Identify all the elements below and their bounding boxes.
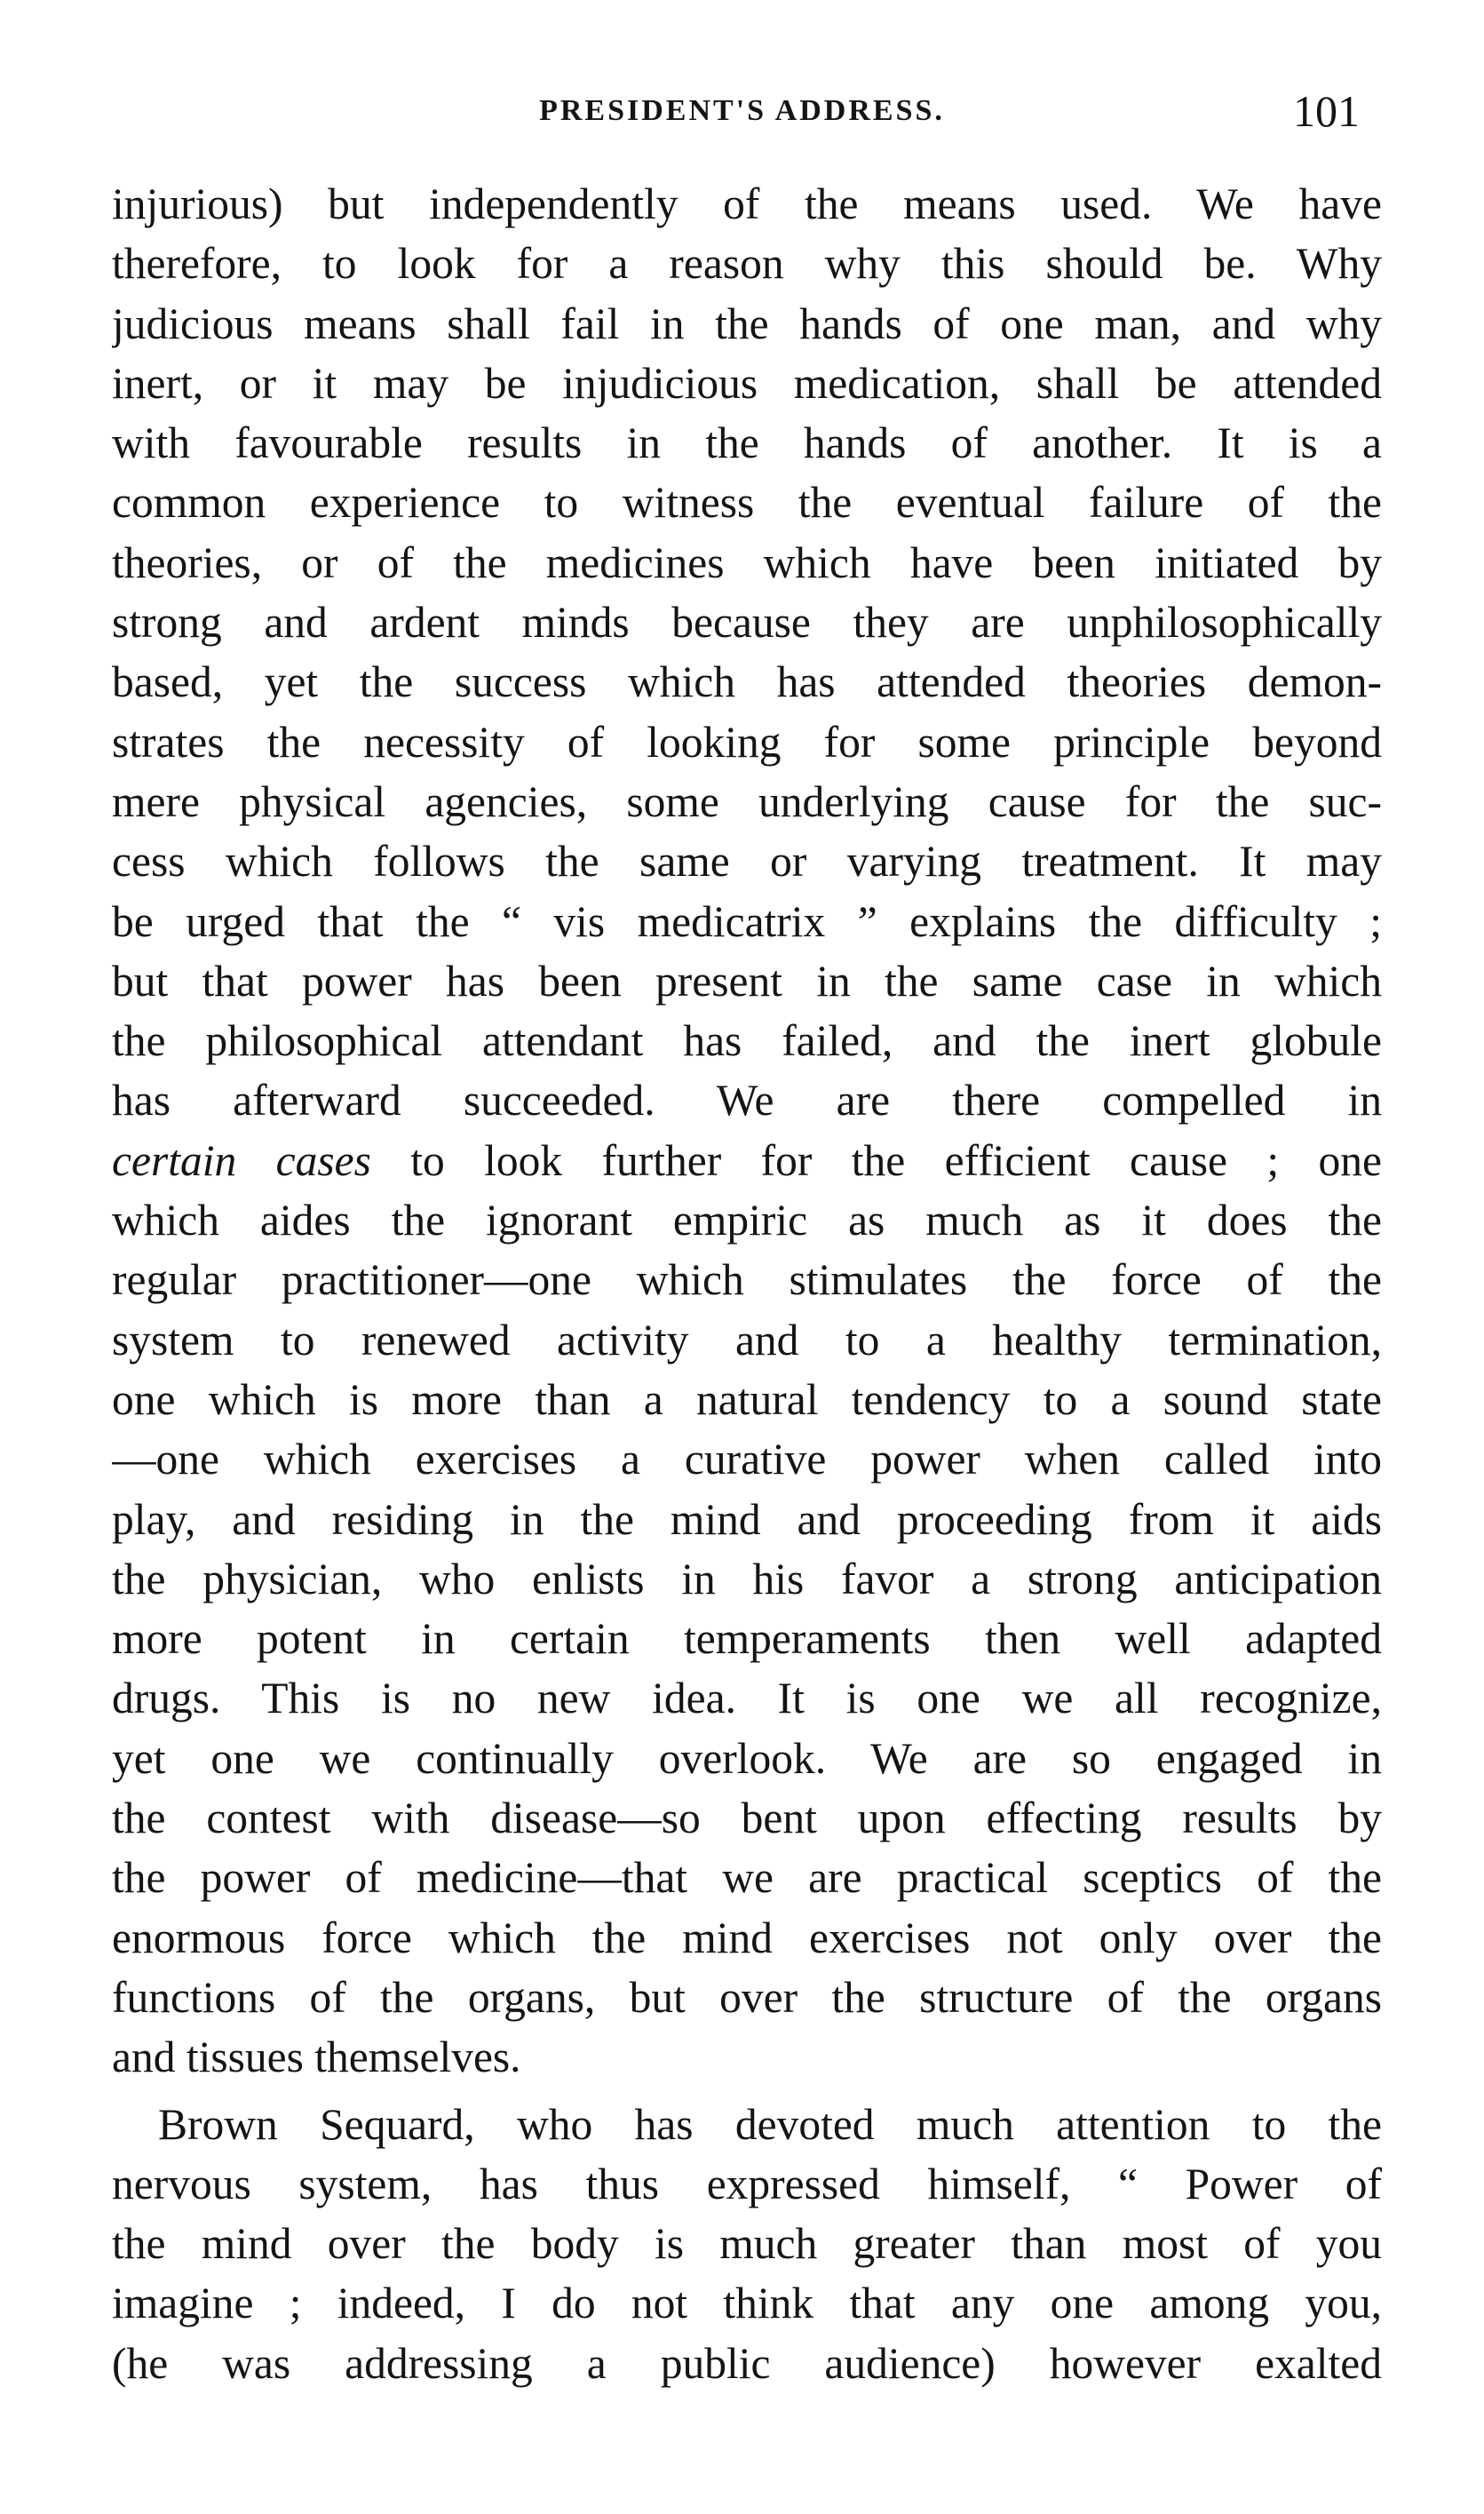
text-line: be urged that the “ vis medicatrix ” explains the difficulty ; — [112, 896, 1382, 946]
text-line: enormous force which the mind exercises not only over the — [112, 1913, 1382, 1962]
paragraph-gap — [112, 2088, 1382, 2095]
text-line: common experience to witness the eventual failure of the — [112, 478, 1382, 528]
text-line: inert, or it may be injudicious medication, shall be attended — [112, 358, 1382, 408]
text-line: therefore, to look for a reason why this should be. Why — [112, 239, 1382, 289]
text-line: (he was addressing a public audience) however exalted — [112, 2338, 1382, 2388]
text-line: system to renewed activity and to a healthy termination, — [112, 1315, 1382, 1364]
text-line: the mind over the body is much greater than most of you — [112, 2219, 1382, 2269]
text-line: one which is more than a natural tendency to a sound state — [112, 1374, 1382, 1424]
text-line: strong and ardent minds because they are unphilosophically — [112, 598, 1382, 648]
text-line: yet one we continually overlook. We are so engaged in — [112, 1733, 1382, 1783]
paragraph-2 — [112, 2095, 1382, 2393]
body-text — [112, 174, 1382, 2393]
text-line: regular practitioner—one which stimulates the force of the — [112, 1255, 1382, 1305]
text-line: the physician, who enlists in his favor a strong anticipation — [112, 1554, 1382, 1603]
text-line: based, yet the success which has attended theories demon- — [112, 657, 1382, 707]
text-line: injurious) but independently of the means used. We have — [112, 179, 1382, 228]
paragraph-1 — [112, 174, 1382, 2088]
text-line: Brown Sequard, who has devoted much attention to the — [158, 2099, 1382, 2149]
page-header — [0, 78, 1484, 149]
text-line: drugs. This is no new idea. It is one we all recognize, — [112, 1674, 1382, 1723]
text-line-italic-phrase — [112, 1131, 1382, 1190]
text-line: play, and residing in the mind and proceeding from it aids — [112, 1494, 1382, 1544]
text-line: cess which follows the same or varying treatment. It may — [112, 837, 1382, 887]
text-line: the power of medicine—that we are practical sceptics of the — [112, 1853, 1382, 1903]
running-head: PRESIDENT'S ADDRESS. — [539, 94, 945, 127]
text-line: but that power has been present in the same case in which — [112, 956, 1382, 1006]
page-number: 101 — [1293, 86, 1360, 136]
text-line: —one which exercises a curative power when called into — [112, 1435, 1382, 1484]
text-line: and tissues themselves. — [112, 2033, 521, 2082]
text-line: imagine ; indeed, I do not think that any one among you, — [112, 2279, 1382, 2328]
text-line: nervous system, has thus expressed himself, “ Power of — [112, 2159, 1382, 2208]
text-line: the philosophical attendant has failed, and the inert globule — [112, 1016, 1382, 1066]
text-line: with favourable results in the hands of another. It is a — [112, 418, 1382, 468]
text-line: mere physical agencies, some underlying cause for the suc- — [112, 776, 1382, 826]
text-line: more potent in certain temperaments then well adapted — [112, 1614, 1382, 1664]
text-line: theories, or of the medicines which have been initiated by — [112, 537, 1382, 587]
text-line: which aides the ignorant empiric as much as it does the — [112, 1196, 1382, 1245]
text-line: has afterward succeeded. We are there compelled in — [112, 1076, 1382, 1126]
italic-phrase: certain cases — [112, 1135, 371, 1185]
text-line: the contest with disease—so bent upon effecting results by — [112, 1794, 1382, 1843]
text-fragment: to look further for the efficient cause ; one — [370, 1135, 1382, 1185]
text-line: functions of the organs, but over the structure of the organs — [112, 1972, 1382, 2022]
text-line: judicious means shall fail in the hands of one man, and why — [112, 298, 1382, 348]
text-line: strates the necessity of looking for some principle beyond — [112, 717, 1382, 767]
